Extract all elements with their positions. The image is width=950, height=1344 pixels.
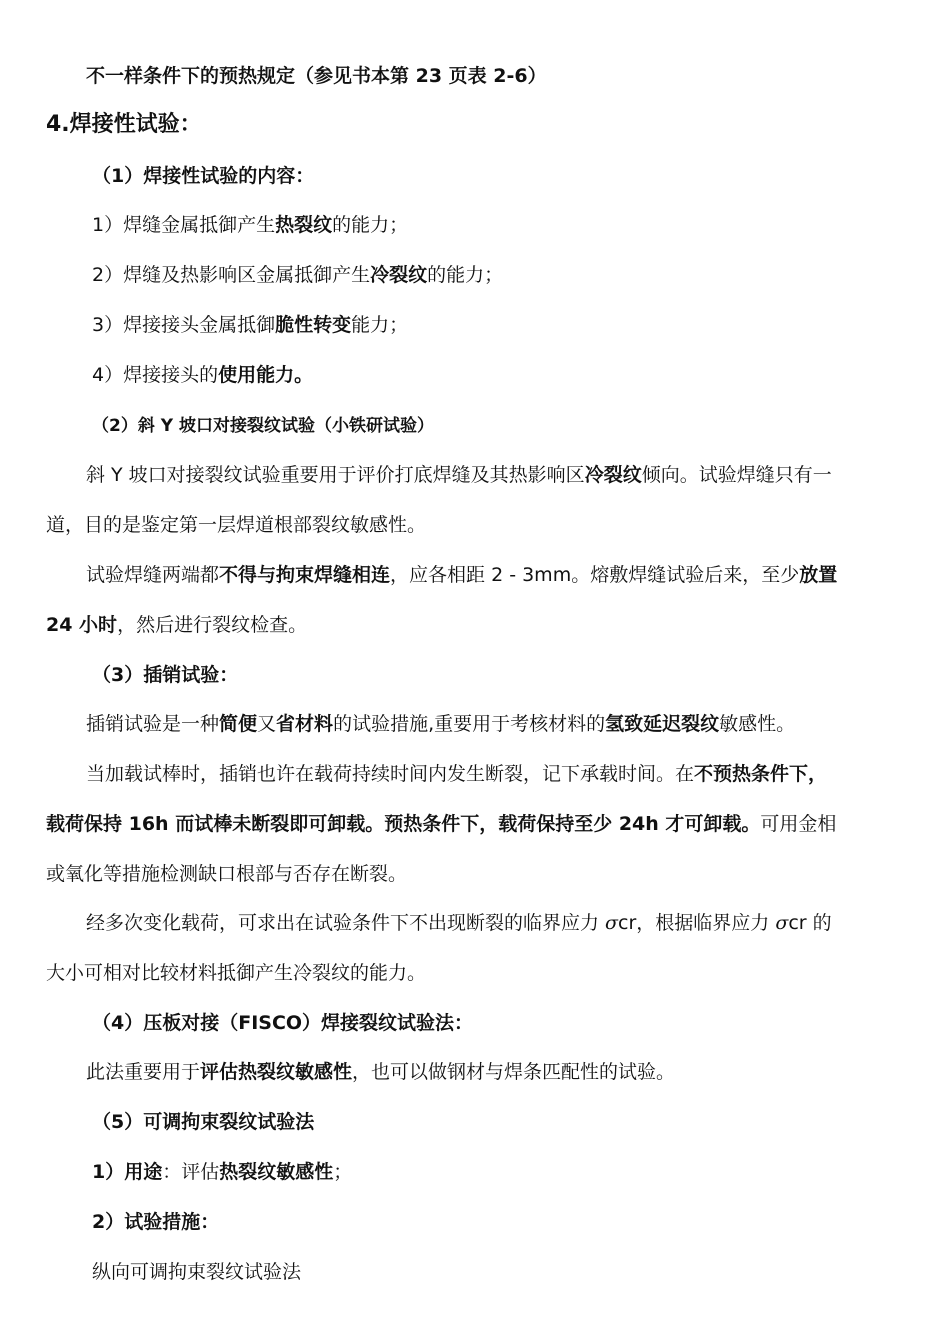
list-item: 1）焊缝金属抵御产生热裂纹的能力；	[92, 214, 409, 236]
list-item: 1）用途：评估热裂纹敏感性；	[92, 1161, 353, 1183]
paragraph-line: 此法重要用于评估热裂纹敏感性，也可以做钢材与焊条匹配性的试验。	[86, 1061, 676, 1083]
paragraph-line: 当加载试棒时，插销也许在载荷持续时间内发生断裂，记下承载时间。在不预热条件下，	[86, 763, 828, 785]
paragraph-line: 试验焊缝两端都不得与拘束焊缝相连，应各相距 2 - 3mm。熔敷焊缝试验后来，至少放置	[86, 564, 838, 586]
heading-fisco-test: （4）压板对接（FISCO）焊接裂纹试验法：	[92, 1012, 474, 1034]
heading-y-groove-test: （2）斜 Y 坡口对接裂纹试验（小铁研试验）	[92, 416, 434, 436]
list-item: 4）焊接接头的使用能力。	[92, 364, 314, 386]
sigma-symbol: σ	[605, 912, 619, 934]
paragraph-line: 或氧化等措施检测缺口根部与否存在断裂。	[46, 863, 408, 885]
preheat-note: 不一样条件下的预热规定（参见书本第 23 页表 2-6）	[86, 65, 547, 87]
heading-implant-test: （3）插销试验：	[92, 664, 239, 686]
paragraph-line: 纵向可调拘束裂纹试验法	[92, 1261, 302, 1283]
paragraph-line: 插销试验是一种简便又省材料的试验措施,重要用于考核材料的氢致延迟裂纹敏感性。	[86, 713, 796, 735]
list-item: 2）试验措施：	[92, 1211, 220, 1233]
section-4-title: 4.焊接性试验：	[46, 112, 202, 137]
paragraph-line: 24 小时，然后进行裂纹检查。	[46, 614, 308, 636]
paragraph-line: 斜 Y 坡口对接裂纹试验重要用于评价打底焊缝及其热影响区冷裂纹倾向。试验焊缝只有一	[86, 464, 832, 486]
list-item: 2）焊缝及热影响区金属抵御产生冷裂纹的能力；	[92, 264, 504, 286]
heading-adjustable-restraint-test: （5）可调拘束裂纹试验法	[92, 1111, 315, 1133]
list-item: 3）焊接接头金属抵御脆性转变能力；	[92, 314, 409, 336]
paragraph-line: 大小可相对比较材料抵御产生冷裂纹的能力。	[46, 962, 427, 984]
paragraph-line: 经多次变化载荷，可求出在试验条件下不出现断裂的临界应力 σcr，根据临界应力 σcr 的	[86, 912, 832, 934]
paragraph-line: 载荷保持 16h 而试棒未断裂即可卸载。预热条件下，载荷保持至少 24h 才可卸载。可用金相	[46, 813, 837, 835]
sigma-symbol: σ	[775, 912, 789, 934]
heading-weldability-content: （1）焊接性试验的内容：	[92, 165, 315, 187]
paragraph-line: 道，目的是鉴定第一层焊道根部裂纹敏感性。	[46, 514, 427, 536]
